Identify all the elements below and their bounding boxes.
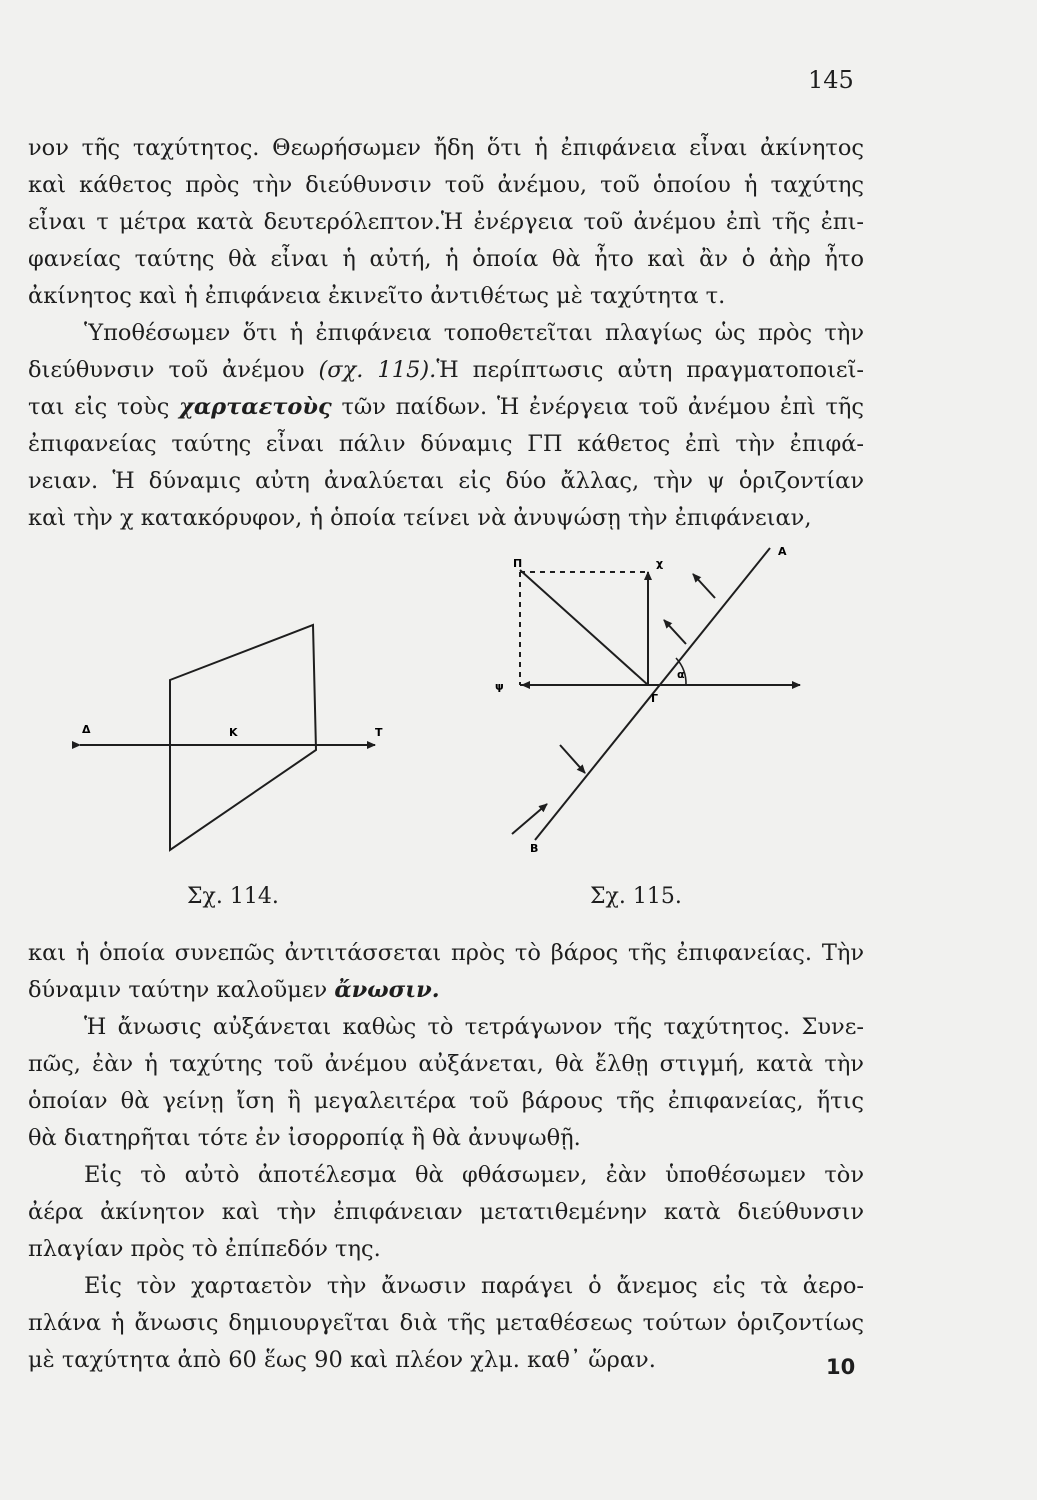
text-line: νειαν. Ἡ δύναμις αὐτη ἀναλύεται εἰς δύο ἄλλας, τὴν ψ ὁριζοντίαν [28,468,864,494]
text-run: διεύθυνσιν τοῦ ἀνέμου [28,357,319,383]
text-line: Ἡ ἄνωσις αὐξάνεται καθὼς τὸ τετράγωνον τῆς ταχύτητος. Συνε- [84,1014,864,1040]
paragraph-6 [28,1268,864,1379]
text-line: ἐπιφανείας ταύτης εἶναι πάλιν δύναμις ΓΠ κάθετος ἐπὶ τὴν ἐπιφά- [28,431,864,457]
text-line: θὰ διατηρῆται τότε ἐν ἰσορροπίᾳ ἢ θὰ ἀνυψωθῇ. [28,1125,581,1151]
text-line: πῶς, ἐὰν ἡ ταχύτης τοῦ ἀνέμου αὐξάνεται, θὰ ἔλθῃ στιγμή, κατὰ τὴν [28,1051,864,1077]
wind-arrow-3 [693,574,715,598]
label-alpha-point: Α [778,545,787,558]
label-tau: Τ [375,726,383,739]
emphasis-term: χαρταετοὺς [179,394,332,420]
label-angle: α [677,668,685,681]
text-line: εἶναι τ μέτρα κατὰ δευτερόλεπτον.Ἡ ἐνέργεια τοῦ ἀνέμου ἐπὶ τῆς ἐπι- [28,209,864,235]
text-line [28,389,864,426]
label-kappa: Κ [229,726,238,739]
figure-115-caption: Σχ. 115. [590,884,682,909]
text-line: ἀκίνητος καὶ ἡ ἐπιφάνεια ἐκινεῖτο ἀντιθέτως μὲ ταχύτητα τ. [28,283,726,309]
label-gamma: Γ [651,692,659,705]
text-line: Εἰς τὸ αὐτὸ ἀποτέλεσμα θὰ φθάσωμεν, ἐὰν ὑποθέσωμεν τὸν [84,1162,864,1188]
label-psi: ψ [495,680,504,693]
wind-arrow-1 [512,804,547,834]
figure-114 [80,625,375,850]
text-line: ἀέρα ἀκίνητον καὶ τὴν ἐπιφάνειαν μετατιθεμένην κατὰ διεύθυνσιν [28,1199,864,1225]
figures-diagram [0,540,1037,910]
wind-arrow-2 [560,745,585,773]
text-run: ται εἰς τοὺς [28,394,180,420]
paragraph-4 [28,1009,864,1157]
label-chi: χ [656,557,664,570]
wind-arrow-4 [664,620,686,644]
label-delta: Δ [82,723,91,736]
figure-reference: (σχ. 115). [318,357,437,383]
text-line: πλαγίαν πρὸς τὸ ἐπίπεδόν της. [28,1236,381,1262]
paragraph-3 [28,935,864,1009]
text-run: τῶν παίδων. Ἡ ἐνέργεια τοῦ ἀνέμου ἐπὶ τῆς [331,394,864,420]
paragraph-5 [28,1157,864,1268]
text-run: δύναμιν ταύτην καλοῦμεν [28,977,335,1003]
text-line [28,352,864,389]
label-pi: Π [513,557,523,570]
text-line: καὶ τὴν χ κατακόρυφον, ἡ ὁποία τείνει νὰ ἀνυψώσῃ τὴν ἐπιφάνειαν, [28,505,812,531]
text-line: Ὑποθέσωμεν ὅτι ἡ ἐπιφάνεια τοποθετεῖται πλαγίως ὡς πρὸς τὴν [84,320,864,346]
label-beta-point: Β [530,842,539,855]
text-line [28,972,864,1009]
text-line: νον τῆς ταχύτητος. Θεωρήσωμεν ἤδη ὅτι ἡ ἐπιφάνεια εἶναι ἀκίνητος [28,135,864,161]
paragraph-2 [28,315,864,537]
force-gp [520,570,648,685]
sheet-number: 10 [826,1355,856,1379]
figure-114-caption: Σχ. 114. [187,884,279,909]
inclined-plane [170,625,316,850]
text-line: Εἰς τὸν χαρταετὸν τὴν ἄνωσιν παράγει ὁ ἄνεμος εἰς τὰ ἀερο- [84,1273,864,1299]
text-line: ὁποίαν θὰ γείνῃ ἴση ἢ μεγαλειτέρα τοῦ βάρους τῆς ἐπιφανείας, ἥτις [28,1088,864,1114]
text-line: μὲ ταχύτητα ἀπὸ 60 ἕως 90 καὶ πλέον χλμ. καθ᾿ ὥραν. [28,1347,656,1373]
text-line: πλάνα ἡ ἄνωσις δημιουργεῖται διὰ τῆς μεταθέσεως τούτων ὁριζοντίως [28,1310,864,1336]
emphasis-term: ἄνωσιν. [334,977,440,1003]
text-line: φανείας ταύτης θὰ εἶναι ἡ αὐτή, ἡ ὁποία θὰ ἦτο καὶ ἂν ὁ ἀὴρ ἦτο [28,246,864,272]
page-number: 145 [808,66,854,94]
text-line: καὶ κάθετος πρὸς τὴν διεύθυνσιν τοῦ ἀνέμου, τοῦ ὁποίου ἡ ταχύτης [28,172,864,198]
text-line: και ἡ ὁποία συνεπῶς ἀντιτάσσεται πρὸς τὸ βάρος τῆς ἐπιφανείας. Τὴν [28,940,864,966]
paragraph-1 [28,130,864,315]
text-run: Ἡ περίπτωσις αὐτη πραγματοποιεῖ- [436,357,865,383]
